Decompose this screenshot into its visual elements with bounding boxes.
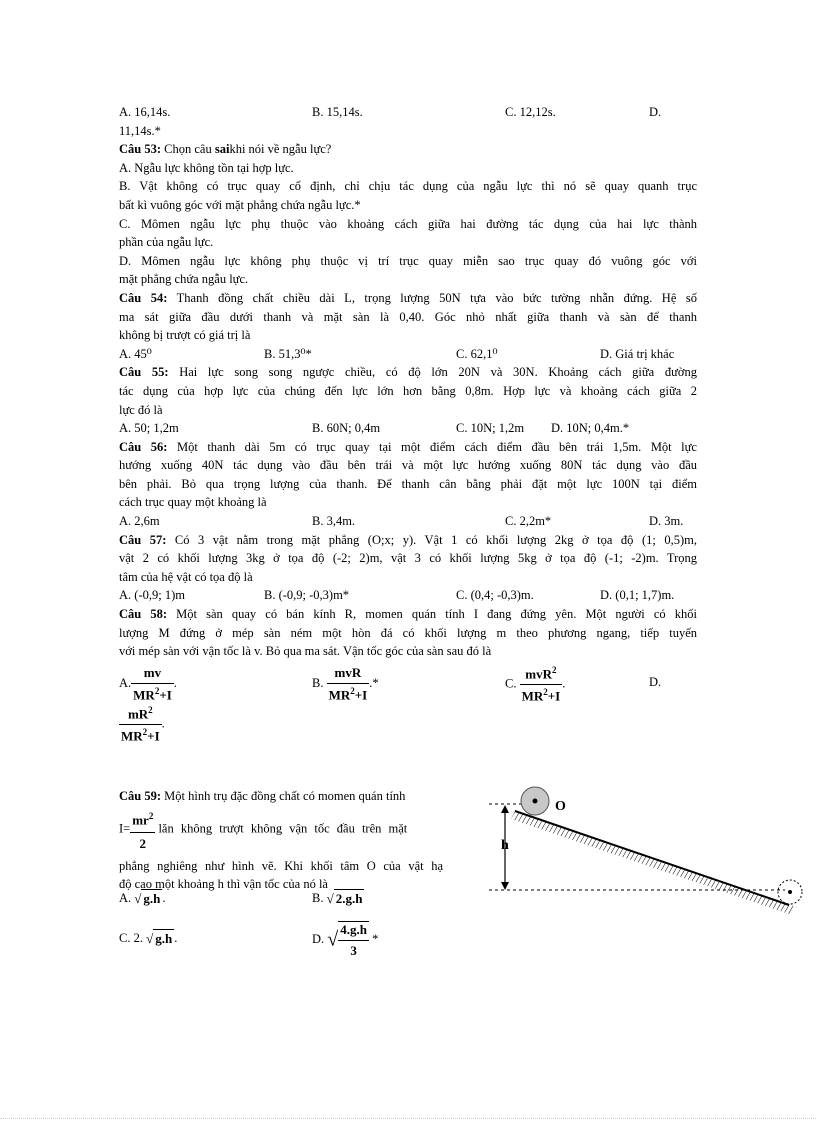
q59-a-sqrt: √ g.h: [134, 890, 161, 906]
q53-label: Câu 53:: [119, 142, 162, 157]
incline-hatching: [511, 811, 797, 914]
cylinder-center: [533, 799, 538, 804]
q55-option-c: C. 10N; 1,2m: [456, 421, 525, 436]
q58-stem-line3: với mép sàn với vận tốc là v. Bỏ qua ma sát. Vận tốc góc của sàn sau đó là: [119, 644, 492, 659]
q54-option-a: A. 45⁰: [119, 346, 152, 361]
q59-label: Câu 59:: [119, 788, 162, 803]
q59-stem-line2: I= $\frac{mr^2}{2}$ lăn không trượt không vận tốc đầu trên mặt: [119, 807, 443, 852]
q54-stem-line3: không bị trượt có giá trị là: [119, 328, 251, 343]
q53-option-b-line1: B. Vật không có trục quay cố định, chỉ chịu tác dụng của ngẫu lực thì nó sẽ quay quanh trục: [119, 179, 697, 194]
q52-option-d-cont: 11,14s.*: [119, 123, 161, 138]
q57-stem-line2: vật 2 có khối lượng 3kg ở tọa độ (-2; 2)m, vật 3 có khối lượng 5kg ở tọa độ (-1; -2)m. Trọng: [119, 551, 697, 566]
q59-option-b: B. √ 2.g.h: [312, 890, 363, 906]
q59-options: [119, 887, 459, 967]
q53-emphasis: sai: [214, 142, 230, 157]
q56-option-b: B. 3,4m.: [312, 514, 356, 529]
q56-option-a: A. 2,6m: [119, 514, 160, 529]
q58-c-fraction: $\frac{mvR^2}{MR^2+I}$: [521, 664, 561, 704]
height-arrow-head-up: [501, 805, 509, 813]
q52-option-c: C. 12,12s.: [505, 105, 556, 119]
q57-option-a: A. (-0,9; 1)m: [119, 588, 185, 603]
q59-d-sqrt: √ $\frac{4.g.h}{3}$: [327, 921, 367, 958]
height-label: h: [501, 838, 509, 853]
q55-label: Câu 55:: [119, 365, 169, 380]
q56-stem-line2: hướng xuống 40N tác dụng vào đầu bên trái và một lực hướng xuống 80N tác dụng vào đầu: [119, 458, 697, 473]
q59-c-sqrt: √ g.h: [146, 930, 173, 946]
q57-stem-line1: Câu 57: Có 3 vật nằm trong mặt phẳng (O;x; y). Vật 1 có khối lượng 2kg ở tọa độ (1; 0,5)m,: [119, 532, 697, 547]
q54-stem-line1: Câu 54: Thanh đồng chất chiều dài L, trọng lượng 50N tựa vào bức tường nhẵn đứng. Hệ số: [119, 290, 697, 305]
q58-options: [119, 665, 697, 705]
q54-option-b: B. 51,3⁰*: [264, 346, 312, 361]
q52-option-d: D.: [649, 105, 662, 119]
q53-option-d-line2: mặt phẳng chứa ngẫu lực.: [119, 272, 249, 287]
q59-b-sqrt: √ 2.g.h: [326, 890, 363, 906]
q54-option-d: D. Giá trị khác: [600, 346, 675, 361]
q58-option-b: B. $\frac{\text{mvR}}{MR^2+I}$ .*: [312, 664, 379, 703]
q58-option-d-label: D.: [649, 674, 662, 689]
q52-option-b: B. 15,14s.: [312, 105, 363, 119]
q56-option-c: C. 2,2m*: [505, 514, 552, 529]
q53-stem: Câu 53: Chọn câu saikhi nói về ngẫu lực?: [119, 142, 332, 157]
q56-stem-line1: Câu 56: Một thanh dài 5m có trục quay tại một điểm cách điểm đầu bên trái 1,5m. Một lực: [119, 439, 697, 454]
q55-option-b: B. 60N; 0,4m: [312, 421, 381, 436]
q55-stem-line2: tác dụng của hợp lực của chúng đến lực lớn hơn bằng 0,8m. Hợp lực và khoảng cách giữa 2: [119, 383, 697, 398]
q59-inertia-fraction: $\frac{mr^2}{2}$: [130, 807, 155, 852]
q59-option-c: C. 2. √ g.h .: [119, 930, 178, 946]
center-label: O: [555, 799, 566, 814]
cylinder-bottom-center: [788, 890, 792, 894]
page-footer-line: [0, 1118, 816, 1119]
q53-option-d-line1: D. Mômen ngẫu lực không phụ thuộc vị trí trục quay miễn sao trục quay đó vuông góc với: [119, 253, 697, 268]
q55-stem-line3: lực đó là: [119, 402, 163, 417]
q54-stem-line2: ma sát giữa đầu dưới thanh và mặt sàn là 0,40. Góc nhỏ nhất giữa thanh và sàn để thanh: [119, 309, 697, 324]
q57-option-b: B. (-0,9; -0,3)m*: [264, 588, 350, 603]
q57-option-d: D. (0,1; 1,7)m.: [600, 588, 675, 603]
q52-option-a: A. 16,14s.: [119, 105, 171, 119]
q58-label: Câu 58:: [119, 607, 168, 622]
q59-stem: [119, 787, 443, 894]
q54-label: Câu 54:: [119, 290, 168, 305]
incline-plane: [515, 811, 789, 905]
q58-option-c: C. $\frac{mvR^2}{MR^2+I}$ .: [505, 664, 566, 704]
q59-option-d: D. √ $\frac{4.g.h}{3}$ *: [312, 921, 379, 958]
q53-option-a: A. Ngẫu lực không tồn tại hợp lực.: [119, 160, 294, 175]
q55-options: [119, 419, 697, 438]
q56-stem-line3: bên phải. Bỏ qua trọng lượng của thanh. Để thanh cân bằng phải đặt một lực 100N tại điểm: [119, 476, 697, 491]
q54-option-c: C. 62,1⁰: [456, 346, 498, 361]
q52-options: [119, 103, 697, 122]
q58-option-a: A. $\frac{mv}{MR^2+I}$ .: [119, 664, 177, 703]
q57-label: Câu 57:: [119, 532, 167, 547]
q58-d-fraction: $\frac{mR^2}{MR^2+I}$: [121, 704, 160, 744]
q55-option-d: D. 10N; 0,4m.*: [551, 421, 630, 436]
q59-option-a: A. √ g.h .: [119, 890, 166, 906]
q53-option-c-line2: phần của ngẫu lực.: [119, 235, 214, 250]
q59-stem-line1: Câu 59: Một hình trụ đặc đồng chất có momen quán tính: [119, 788, 406, 803]
height-arrow-head-down: [501, 882, 509, 890]
q53-option-c-line1: C. Mômen ngẫu lực phụ thuộc vào khoảng cách giữa hai đường tác dụng của hai lực thành: [119, 216, 697, 231]
q58-b-fraction: $\frac{\text{mvR}}{MR^2+I}$: [328, 664, 368, 703]
q58-option-d: $\frac{mR^2}{MR^2+I}$ .: [121, 704, 165, 744]
q57-stem-line3: tâm của hệ vật có tọa độ là: [119, 569, 253, 584]
q58-stem-line1: Câu 58: Một sàn quay có bán kính R, momen quán tính I đang đứng yên. Một người có khối: [119, 607, 697, 622]
q57-option-c: C. (0,4; -0,3)m.: [456, 588, 534, 603]
q58-stem-line2: lượng M đứng ở mép sàn ném một hòn đá có khối lượng m theo phương ngang, tiếp tuyến: [119, 625, 697, 640]
q56-options: [119, 512, 697, 531]
q56-option-d: D. 3m.: [649, 514, 684, 529]
q55-option-a: A. 50; 1,2m: [119, 421, 179, 436]
q56-stem-line4: cách trục quay một khoảng là: [119, 495, 267, 510]
incline-figure: [485, 783, 805, 923]
q56-label: Câu 56:: [119, 439, 168, 454]
q58-a-fraction: $\frac{mv}{MR^2+I}$: [133, 664, 172, 703]
q55-stem-line1: Câu 55: Hai lực song song ngược chiều, có độ lớn 20N và 30N. Khoảng cách giữa đường: [119, 365, 697, 380]
q59-stem-line3: phẳng nghiêng như hình vẽ. Khi khối tâm O của vật hạ: [119, 858, 443, 873]
q54-options: [119, 345, 697, 364]
q57-options: [119, 586, 697, 605]
q53-option-b-line2: bất kì vuông góc với mặt phẳng chứa ngẫu lực.*: [119, 197, 361, 212]
q59-stem-line4: độ cao một khoảng h thì vận tốc của nó là: [119, 877, 328, 892]
